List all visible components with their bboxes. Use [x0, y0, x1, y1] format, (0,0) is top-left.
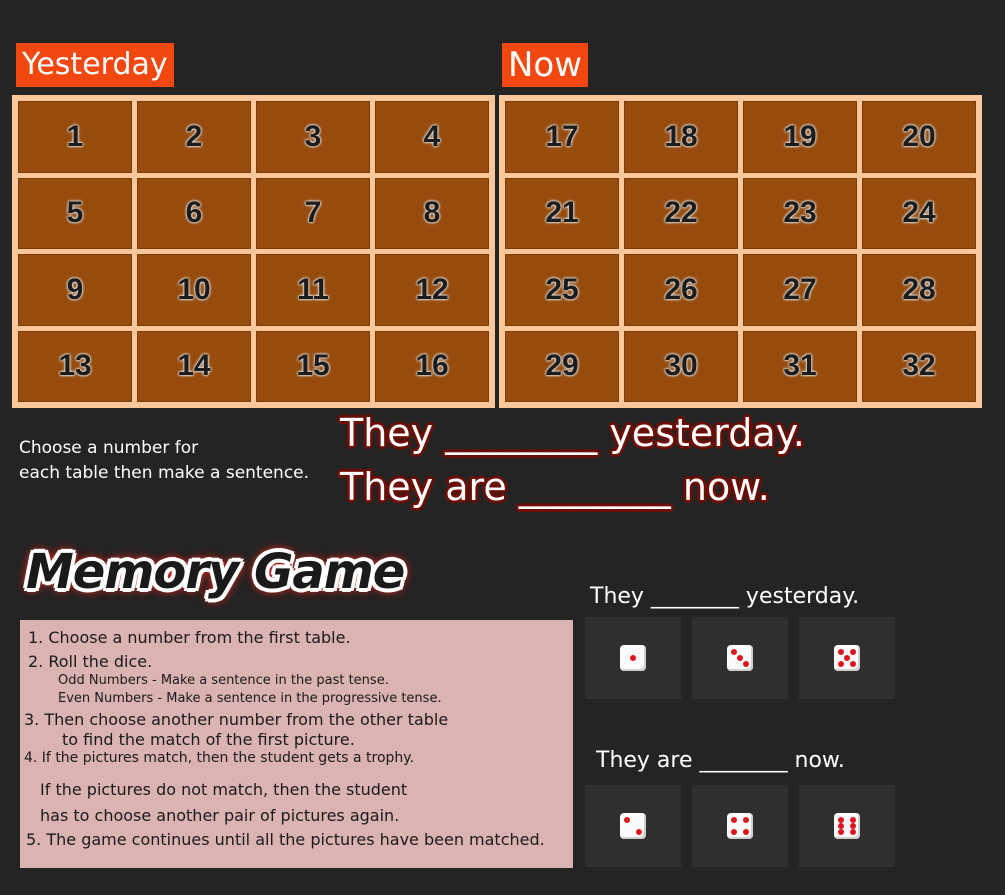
number-tile-6[interactable]: 6: [137, 178, 251, 250]
number-tile-31[interactable]: 31: [743, 331, 857, 403]
rule-4: 4. If the pictures match, then the student gets a trophy.: [24, 750, 415, 766]
sentence-past-small: They ________ yesterday.: [590, 584, 860, 609]
past-dice-card-1[interactable]: [585, 617, 681, 699]
number-tile-21[interactable]: 21: [505, 178, 619, 250]
number-tile-5[interactable]: 5: [18, 178, 132, 250]
die-1-icon: [620, 645, 646, 671]
die-pip: [624, 817, 630, 823]
die-5-icon: [834, 645, 860, 671]
number-tile-13[interactable]: 13: [18, 331, 132, 403]
rule-4-cont-2: has to choose another pair of pictures again.: [40, 806, 400, 825]
sentence-now-large: They are ________ now.: [340, 465, 770, 509]
die-pip: [636, 829, 642, 835]
number-tile-20[interactable]: 20: [862, 101, 976, 173]
now-dice-card-3[interactable]: [799, 785, 895, 867]
number-tile-11[interactable]: 11: [256, 254, 370, 326]
number-tile-26[interactable]: 26: [624, 254, 738, 326]
number-tile-24[interactable]: 24: [862, 178, 976, 250]
number-tile-16[interactable]: 16: [375, 331, 489, 403]
number-tile-4[interactable]: 4: [375, 101, 489, 173]
die-3-icon: [727, 645, 753, 671]
number-tile-22[interactable]: 22: [624, 178, 738, 250]
die-pip: [850, 829, 856, 835]
yesterday-tag: Yesterday: [16, 43, 174, 87]
number-tile-1[interactable]: 1: [18, 101, 132, 173]
game-rules-box: [20, 620, 573, 868]
number-tile-15[interactable]: 15: [256, 331, 370, 403]
rule-2-odd: Odd Numbers - Make a sentence in the past tense.: [58, 673, 389, 688]
die-pip: [743, 817, 749, 823]
past-dice-card-2[interactable]: [692, 617, 788, 699]
rule-4-cont-1: If the pictures do not match, then the student: [40, 780, 408, 799]
rule-2-even: Even Numbers - Make a sentence in the progressive tense.: [58, 691, 442, 706]
number-tile-8[interactable]: 8: [375, 178, 489, 250]
number-tile-12[interactable]: 12: [375, 254, 489, 326]
die-pip: [838, 661, 844, 667]
number-tile-2[interactable]: 2: [137, 101, 251, 173]
rule-3-cont: to find the match of the first picture.: [62, 730, 355, 749]
die-4-icon: [727, 813, 753, 839]
die-pip: [850, 661, 856, 667]
rule-2: 2. Roll the dice.: [28, 652, 153, 671]
die-pip: [731, 817, 737, 823]
die-pip: [731, 829, 737, 835]
yesterday-number-table: [12, 95, 495, 408]
number-tile-18[interactable]: 18: [624, 101, 738, 173]
table-instruction: [19, 436, 309, 486]
number-tile-10[interactable]: 10: [137, 254, 251, 326]
die-pip: [850, 649, 856, 655]
die-pip: [731, 649, 737, 655]
die-pip: [743, 829, 749, 835]
die-pip: [737, 655, 743, 661]
die-pip: [838, 829, 844, 835]
number-tile-9[interactable]: 9: [18, 254, 132, 326]
number-tile-17[interactable]: 17: [505, 101, 619, 173]
number-tile-19[interactable]: 19: [743, 101, 857, 173]
memory-game-title: Memory Game: [26, 544, 405, 600]
number-tile-28[interactable]: 28: [862, 254, 976, 326]
number-tile-25[interactable]: 25: [505, 254, 619, 326]
now-number-table: [499, 95, 982, 408]
sentence-past-large: They ________ yesterday.: [340, 411, 805, 455]
sentence-now-small: They are ________ now.: [596, 748, 845, 773]
instruction-line-2: each table then make a sentence.: [19, 463, 310, 483]
past-dice-card-3[interactable]: [799, 617, 895, 699]
die-pip: [630, 655, 636, 661]
number-tile-3[interactable]: 3: [256, 101, 370, 173]
die-2-icon: [620, 813, 646, 839]
number-tile-29[interactable]: 29: [505, 331, 619, 403]
rule-1: 1. Choose a number from the first table.: [28, 628, 351, 647]
now-dice-card-2[interactable]: [692, 785, 788, 867]
die-pip: [743, 661, 749, 667]
die-pip: [844, 655, 850, 661]
number-tile-30[interactable]: 30: [624, 331, 738, 403]
number-tile-27[interactable]: 27: [743, 254, 857, 326]
number-tile-7[interactable]: 7: [256, 178, 370, 250]
instruction-line-1: Choose a number for: [19, 438, 199, 458]
number-tile-23[interactable]: 23: [743, 178, 857, 250]
die-pip: [838, 649, 844, 655]
die-6-icon: [834, 813, 860, 839]
now-dice-card-1[interactable]: [585, 785, 681, 867]
number-tile-14[interactable]: 14: [137, 331, 251, 403]
rule-5: 5. The game continues until all the pictures have been matched.: [26, 830, 545, 849]
rule-3: 3. Then choose another number from the other table: [24, 710, 449, 729]
number-tile-32[interactable]: 32: [862, 331, 976, 403]
now-tag: Now: [502, 43, 588, 87]
